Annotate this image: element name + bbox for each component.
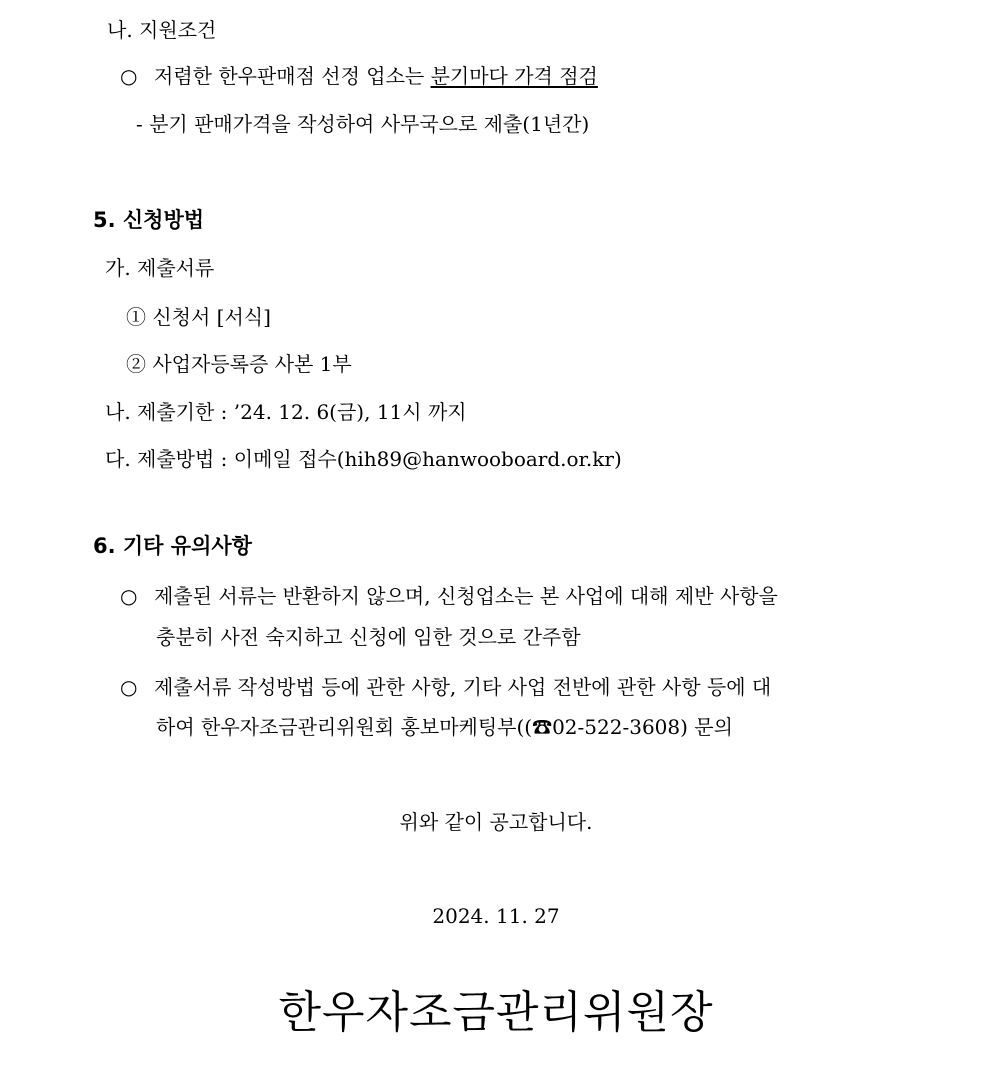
bullet-circle-icon: ○ — [120, 675, 138, 699]
support-condition-bullet — [120, 62, 598, 90]
bullet-text-underlined: 분기마다 가격 점검 — [430, 64, 598, 88]
quarterly-price-submission: - 분기 판매가격을 작성하여 사무국으로 제출(1년간) — [136, 112, 590, 136]
note-2-line-1 — [120, 673, 900, 701]
bullet-text: 저렴한 한우판매점 선정 업소는 — [154, 64, 431, 88]
document-item-business-registration: ② 사업자등록증 사본 1부 — [126, 352, 352, 376]
note-1-line-1 — [120, 582, 900, 610]
required-documents-heading: 가. 제출서류 — [105, 256, 215, 280]
closing-statement: 위와 같이 공고합니다. — [399, 810, 593, 834]
signatory: 한우자조금관리위원장 — [278, 987, 714, 1038]
document-item-application: ① 신청서 [서식] — [126, 305, 271, 329]
note-2-line-2: 하여 한우자조금관리위원회 홍보마케팅부((☎02-522-3608) 문의 — [156, 715, 733, 739]
bullet-circle-icon: ○ — [120, 584, 138, 608]
section-6-title: 6. 기타 유의사항 — [93, 534, 252, 558]
note-2-text: 제출서류 작성방법 등에 관한 사항, 기타 사업 전반에 관한 사항 등에 대 — [154, 675, 772, 699]
submission-deadline: 나. 제출기한 : ’24. 12. 6(금), 11시 까지 — [105, 400, 467, 424]
note-1-line-2: 충분히 사전 숙지하고 신청에 임한 것으로 간주함 — [156, 625, 581, 649]
notice-date: 2024. 11. 27 — [432, 904, 560, 928]
bullet-circle-icon: ○ — [120, 64, 138, 88]
note-1-text: 제출된 서류는 반환하지 않으며, 신청업소는 본 사업에 대해 제반 사항을 — [154, 584, 778, 608]
submission-method: 다. 제출방법 : 이메일 접수(hih89@hanwooboard.or.kr) — [105, 447, 622, 471]
section-5-title: 5. 신청방법 — [93, 208, 205, 232]
support-conditions-heading: 나. 지원조건 — [107, 18, 217, 42]
